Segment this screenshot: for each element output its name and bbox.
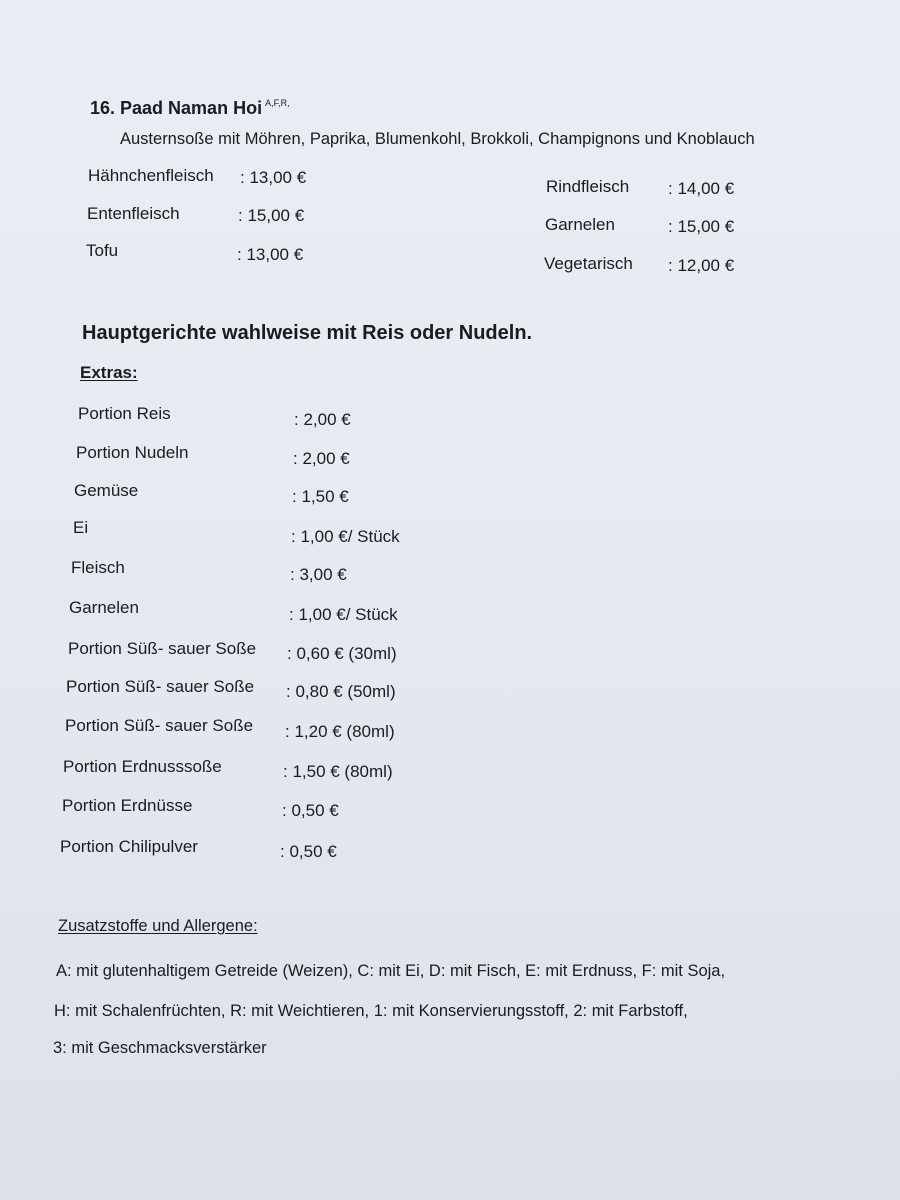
option-name: Rindfleisch (546, 177, 630, 196)
extra-name: Portion Nudeln (76, 443, 189, 462)
extra-name: Portion Süß- sauer Soße (66, 677, 255, 696)
option-name: Tofu (86, 241, 119, 260)
main-dishes-note: Hauptgerichte wahlweise mit Reis oder Nudeln. (82, 322, 533, 344)
extra-price: : 1,00 €/ Stück (291, 527, 400, 546)
extra-name: Gemüse (74, 481, 139, 500)
extra-price: : 0,50 € (282, 801, 339, 820)
extra-price: : 2,00 € (293, 449, 350, 468)
dish-allergen-codes: A,F,R, (265, 98, 290, 108)
allergens-title: Zusatzstoffe und Allergene: (58, 917, 258, 935)
dish-description: Austernsoße mit Möhren, Paprika, Blumenkohl, Brokkoli, Champignons und Knoblauch (120, 130, 755, 148)
extra-name: Portion Reis (78, 404, 171, 423)
option-price: : 13,00 € (237, 245, 304, 264)
option-price: : 12,00 € (668, 256, 735, 275)
option-price: : 15,00 € (668, 217, 735, 236)
extra-name: Ei (73, 518, 89, 537)
extra-price: : 0,50 € (280, 842, 337, 861)
option-name: Vegetarisch (544, 254, 633, 273)
extra-price: : 0,80 € (50ml) (286, 682, 396, 701)
extra-name: Portion Erdnüsse (62, 796, 193, 815)
extra-name: Garnelen (69, 598, 139, 617)
allergens-line: A: mit glutenhaltigem Getreide (Weizen), C: mit Ei, D: mit Fisch, E: mit Erdnuss, F: mit Soja, (56, 962, 726, 980)
option-price: : 14,00 € (668, 179, 735, 198)
extra-name: Portion Süß- sauer Soße (68, 639, 257, 658)
extra-price: : 2,00 € (294, 410, 351, 429)
dish-name: 16. Paad Naman Hoi (90, 98, 263, 118)
extra-price: : 3,00 € (290, 565, 347, 584)
allergens-line: 3: mit Geschmacksverstärker (53, 1039, 267, 1057)
option-name: Entenfleisch (87, 204, 180, 223)
extra-name: Fleisch (71, 558, 125, 577)
extra-name: Portion Chilipulver (60, 837, 198, 856)
extra-price: : 1,50 € (292, 487, 349, 506)
extra-price: : 1,20 € (80ml) (285, 722, 395, 741)
option-name: Hähnchenfleisch (88, 166, 214, 185)
dish-title (90, 98, 290, 119)
extra-name: Portion Erdnusssoße (63, 757, 222, 776)
option-price: : 13,00 € (240, 168, 307, 187)
extra-name: Portion Süß- sauer Soße (65, 716, 254, 735)
extra-price: : 1,00 €/ Stück (289, 605, 398, 624)
extras-title: Extras: (80, 363, 138, 382)
extra-price: : 1,50 € (80ml) (283, 762, 393, 781)
extra-price: : 0,60 € (30ml) (287, 644, 397, 663)
allergens-line: H: mit Schalenfrüchten, R: mit Weichtieren, 1: mit Konservierungsstoff, 2: mit Farbstoff, (54, 1002, 688, 1020)
option-name: Garnelen (545, 215, 615, 234)
option-price: : 15,00 € (238, 206, 305, 225)
